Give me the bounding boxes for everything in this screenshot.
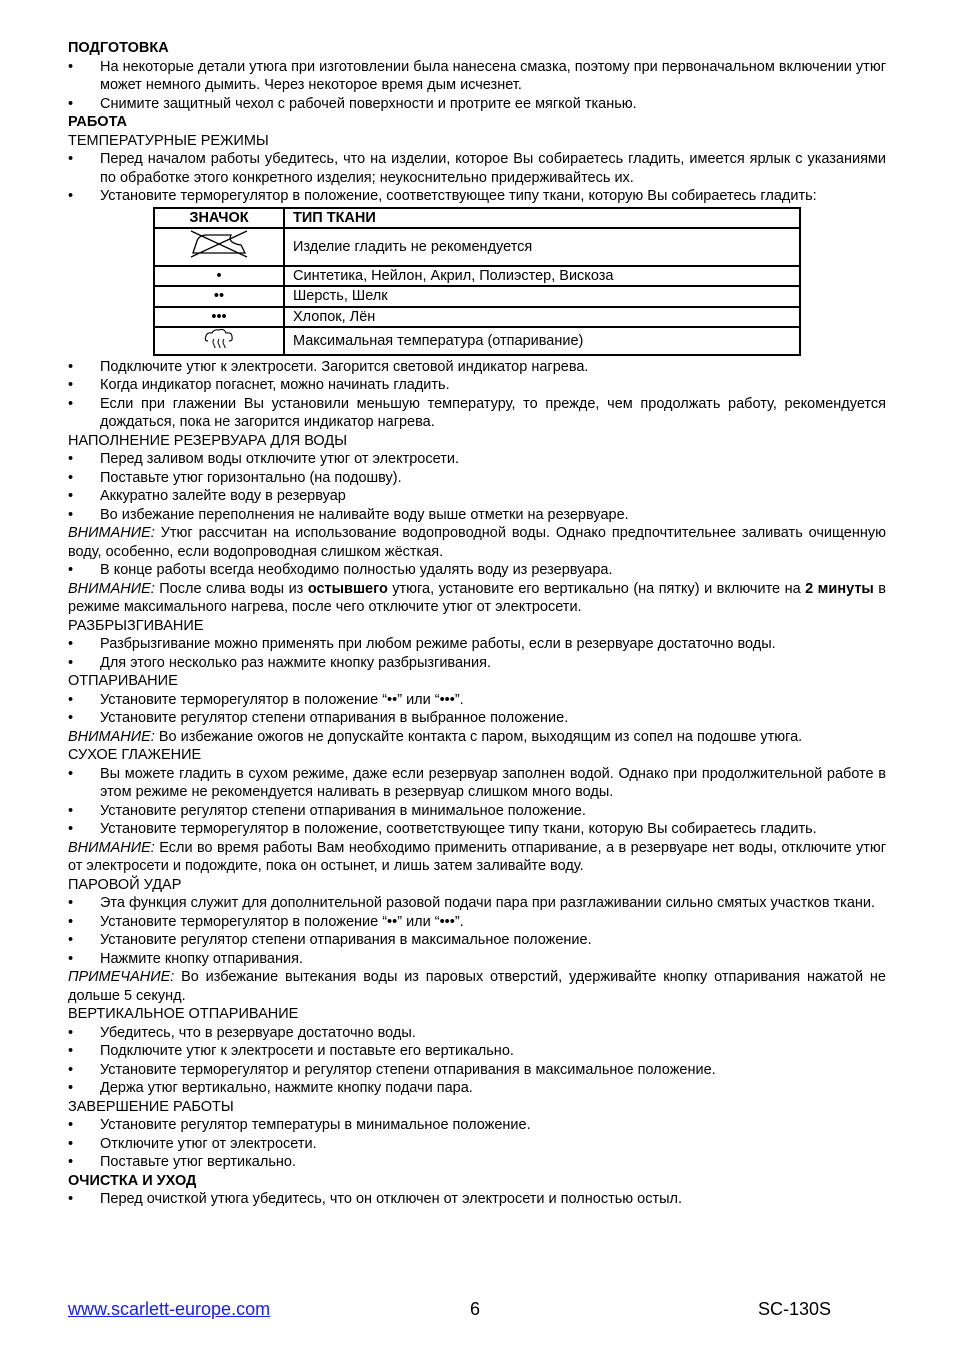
subsection-heading: НАПОЛНЕНИЕ РЕЗЕРВУАРА ДЛЯ ВОДЫ (68, 432, 348, 449)
note-emphasis: 2 минуты (805, 580, 874, 597)
fabric-cell: Шерсть, Шелк (284, 286, 800, 307)
bullet-item: • Если при глажении Вы установили меньшую температуру, то прежде, чем продолжать работу, рекомендуется дождаться, пока не загорится индикатор нагрева. (68, 395, 886, 432)
note-text: Утюг рассчитан на использование водопроводной воды. Однако предпочтительнее заливать очищенную воду, особенно, если водопроводная слишком жёсткая. (68, 525, 886, 560)
no-ironing-icon (187, 229, 251, 265)
website-link[interactable]: www.scarlett-europe.com (68, 1299, 271, 1319)
fabric-cell: Хлопок, Лён (284, 307, 800, 328)
bullet-item: • Перед началом работы убедитесь, что на изделии, которое Вы собираетесь гладить, имеется ярлык с указаниями по обработке этого конкретного изделия; неукоснительно придерживайтесь их. (68, 150, 886, 187)
bullet-item: • Подключите утюг к электросети. Загорится световой индикатор нагрева. (68, 358, 886, 377)
fabric-cell: Максимальная температура (отпаривание) (284, 327, 800, 355)
bullet-item: • Вы можете гладить в сухом режиме, даже если резервуар заполнен водой. Однако при продолжительной работе в этом режиме не рекомендуется наливать в резервуар слишком много воды. (68, 765, 886, 802)
bullet-item: • Установите терморегулятор в положение “••” или “•••”. (68, 691, 886, 710)
bullet-item: • Установите регулятор температуры в минимальное положение. (68, 1116, 886, 1135)
symbol-cell: ••• (154, 307, 284, 328)
note-label: ВНИМАНИЕ: (68, 525, 155, 541)
bullet-item: • Установите терморегулятор в положение “••” или “•••”. (68, 913, 886, 932)
header-symbol: ЗНАЧОК (154, 208, 284, 229)
bullet-item: • Аккуратно залейте воду в резервуар (68, 487, 886, 506)
model-number: SC-130S (758, 1299, 832, 1319)
subsection-heading: ВЕРТИКАЛЬНОЕ ОТПАРИВАНИЕ (68, 1006, 299, 1022)
note-text: Во избежание вытекания воды из паровых отверстий, удерживайте кнопку отпаривания нажатой не дольше 5 секунд. (68, 969, 886, 1004)
note-text: Если во время работы Вам необходимо применить отпаривание, а в резервуаре нет воды, отключите утюг от электросети и подождите, пока он остынет, и лишь затем заливайте воду. (68, 839, 886, 874)
bullet-item: • Для этого несколько раз нажмите кнопку разбрызгивания. (68, 654, 886, 673)
bullet-item: • Убедитесь, что в резервуаре достаточно воды. (68, 1024, 886, 1043)
page-footer (68, 1300, 886, 1322)
table-row (154, 286, 800, 307)
bullet-item: • Подключите утюг к электросети и поставьте его вертикально. (68, 1042, 886, 1061)
note-paragraph (68, 839, 886, 876)
table-row (154, 266, 800, 287)
note-text: в режиме максимального нагрева, после чего отключите утюг от электросети. (68, 580, 886, 615)
note-label: ВНИМАНИЕ: (68, 839, 155, 856)
bullet-item: • Установите терморегулятор и регулятор степени отпаривания в максимальное положение. (68, 1061, 886, 1080)
bullet-item: • Когда индикатор погаснет, можно начинать гладить. (68, 376, 886, 395)
bullet-item: • Держа утюг вертикально, нажмите кнопку подачи пара. (68, 1079, 886, 1098)
note-label: ВНИМАНИЕ: (68, 580, 155, 597)
bullet-item: • Снимите защитный чехол с рабочей поверхности и протрите ее мягкой тканью. (68, 95, 886, 114)
subsection-heading: ОТПАРИВАНИЕ (68, 673, 178, 689)
subsection-heading: СУХОЕ ГЛАЖЕНИЕ (68, 747, 202, 763)
bullet-item: • Установите регулятор степени отпаривания в максимальное положение. (68, 931, 886, 950)
bullet-item: • Разбрызгивание можно применять при любом режиме работы, если в резервуаре достаточно воды. (68, 635, 886, 654)
page-number: 6 (470, 1299, 481, 1319)
bullet-item: • Нажмите кнопку отпаривания. (68, 950, 886, 969)
table-row (154, 307, 800, 328)
subsection-heading: ЗАВЕРШЕНИЕ РАБОТЫ (68, 1098, 234, 1115)
symbol-cell: •• (154, 286, 284, 307)
bullet-item: • Перед очисткой утюга убедитесь, что он отключен от электросети и полностью остыл. (68, 1190, 886, 1209)
symbol-cell: • (154, 266, 284, 287)
note-emphasis: остывшего (307, 580, 388, 597)
note-paragraph (68, 728, 886, 747)
section-heading: ПОДГОТОВКА (68, 40, 169, 56)
header-fabric: ТИП ТКАНИ (284, 208, 800, 229)
subsection-heading: РАЗБРЫЗГИВАНИЕ (68, 617, 204, 634)
steam-icon (204, 328, 234, 354)
bullet-item: • В конце работы всегда необходимо полностью удалять воду из резервуара. (68, 561, 886, 580)
note-label: ВНИМАНИЕ: (68, 728, 155, 745)
section-heading: ОЧИСТКА И УХОД (68, 1172, 197, 1189)
bullet-item: • Установите терморегулятор в положение, соответствующее типу ткани, которую Вы собираетесь гладить. (68, 820, 886, 839)
symbol-cell (154, 327, 284, 355)
bullet-item: • Перед заливом воды отключите утюг от электросети. (68, 450, 886, 469)
table-header-row (154, 208, 800, 229)
note-text: После слива воды из (154, 580, 308, 597)
note-text: утюга, установите его вертикально (на пятку) и включите на (387, 580, 806, 597)
table-row (154, 228, 800, 266)
section-heading: РАБОТА (68, 114, 127, 130)
note-paragraph (68, 524, 886, 561)
bullet-item: • Поставьте утюг вертикально. (68, 1153, 886, 1172)
table-row (154, 327, 800, 355)
fabric-temperature-table (153, 207, 801, 356)
bullet-item: • Эта функция служит для дополнительной разовой подачи пара при разглаживании сильно смятых участков ткани. (68, 894, 886, 913)
note-paragraph (68, 580, 886, 617)
note-label: ПРИМЕЧАНИЕ: (68, 969, 175, 985)
bullet-item: • Установите регулятор степени отпаривания в выбранное положение. (68, 709, 886, 728)
bullet-item: • Установите регулятор степени отпаривания в минимальное положение. (68, 802, 886, 821)
bullet-item: • На некоторые детали утюга при изготовлении была нанесена смазка, поэтому при первоначальном включении утюг может немного дымить. Через некоторое время дым исчезнет. (68, 58, 886, 95)
fabric-cell: Изделие гладить не рекомендуется (284, 228, 800, 266)
note-text: Во избежание ожогов не допускайте контакта с паром, выходящим из сопел на подошве утюга. (154, 728, 803, 745)
subsection-heading: ТЕМПЕРАТУРНЫЕ РЕЖИМЫ (68, 132, 269, 149)
bullet-item: • Во избежание переполнения не наливайте воду выше отметки на резервуаре. (68, 506, 886, 525)
symbol-cell (154, 228, 284, 266)
bullet-item: • Поставьте утюг горизонтально (на подошву). (68, 469, 886, 488)
bullet-item: • Установите терморегулятор в положение, соответствующее типу ткани, которую Вы собираетесь гладить: (68, 187, 886, 206)
document-body (68, 39, 886, 1209)
subsection-heading: ПАРОВОЙ УДАР (68, 876, 182, 893)
fabric-cell: Синтетика, Нейлон, Акрил, Полиэстер, Вискоза (284, 266, 800, 287)
note-paragraph (68, 968, 886, 1005)
bullet-item: • Отключите утюг от электросети. (68, 1135, 886, 1154)
